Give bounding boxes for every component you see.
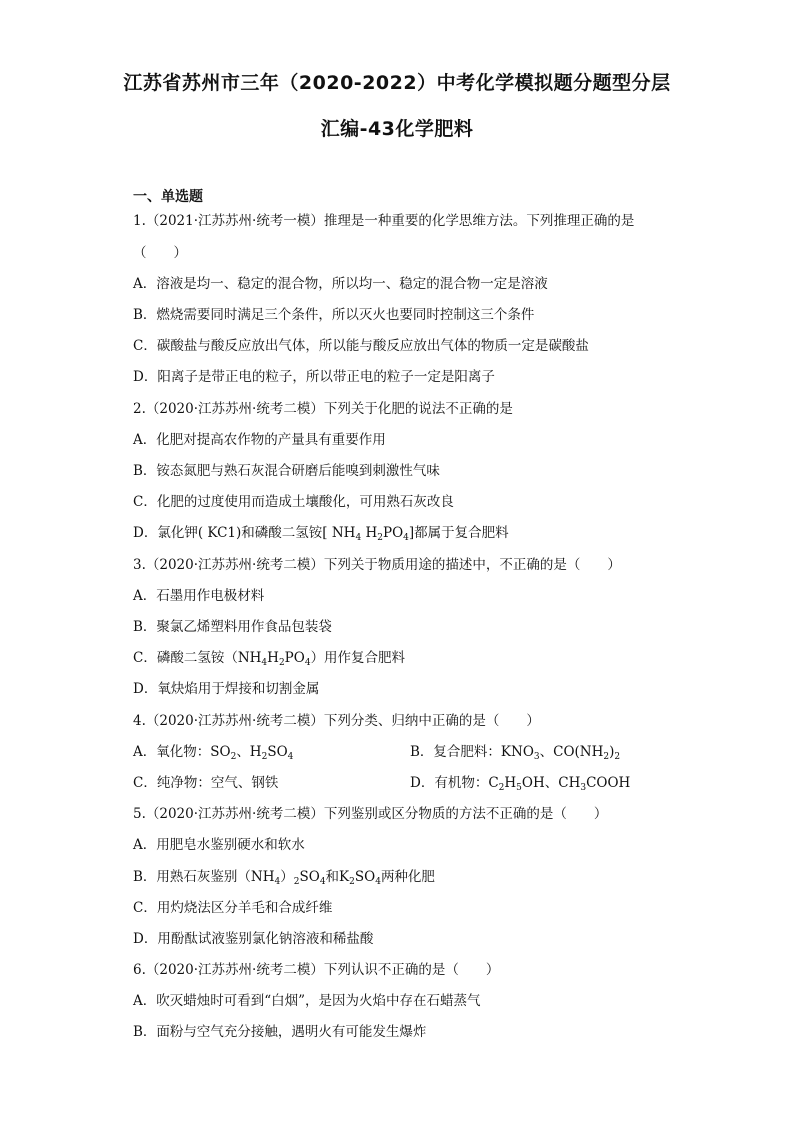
q4-option-b: B．复合肥料：$KNO_3$、$CO(NH_2)_2$ xyxy=(410,744,621,762)
q2-option-a: A．化肥对提高农作物的产量具有重要作用 xyxy=(133,432,386,448)
q3-option-c: C．磷酸二氢铵$(NH_4H_2PO_4)$用作复合肥料 xyxy=(133,650,406,668)
q3-option-b: B．聚氯乙烯塑料用作食品包装袋 xyxy=(133,619,332,635)
q4-option-d: D．有机物：$C_2H_5OH$、$CH_3COOH$ xyxy=(410,775,631,793)
q3-option-d: D．氧炔焰用于焊接和切割金属 xyxy=(133,681,320,697)
section-heading: 一、单选题 xyxy=(133,189,203,205)
q6-option-b: B．面粉与空气充分接触，遇明火有可能发生爆炸 xyxy=(133,1024,427,1040)
q3-stem: 3.（2020·江苏苏州·统考二模）下列关于物质用途的描述中，不正确的是（ ） xyxy=(133,557,621,573)
q6-option-a: A．吹灭蜡烛时可看到“白烟”，是因为火焰中存在石蜡蒸气 xyxy=(133,993,481,1009)
q1-paren: （ ） xyxy=(133,245,187,261)
q1-option-c: C．碳酸盐与酸反应放出气体，所以能与酸反应放出气体的物质一定是碳酸盐 xyxy=(133,338,589,354)
q2-stem: 2.（2020·江苏苏州·统考二模）下列关于化肥的说法不正确的是 xyxy=(133,401,513,417)
q4-option-a: A．氧化物：$SO_2$、$H_2SO_4$ xyxy=(133,744,294,762)
q1-stem: 1.（2021·江苏苏州·统考一模）推理是一种重要的化学思维方法。下列推理正确的是 xyxy=(133,213,635,229)
q4-stem: 4.（2020·江苏苏州·统考二模）下列分类、归纳中正确的是（ ） xyxy=(133,713,540,729)
q1-option-a: A．溶液是均一、稳定的混合物，所以均一、稳定的混合物一定是溶液 xyxy=(133,276,548,292)
q4-option-c: C．纯净物：空气、钢铁 xyxy=(133,775,279,791)
q2-option-b: B．铵态氮肥与熟石灰混合研磨后能嗅到刺激性气味 xyxy=(133,463,440,479)
q2-option-c: C．化肥的过度使用而造成土壤酸化，可用熟石灰改良 xyxy=(133,494,454,510)
q6-stem: 6.（2020·江苏苏州·统考二模）下列认识不正确的是（ ） xyxy=(133,962,500,978)
q1-option-d: D．阳离子是带正电的粒子，所以带正电的粒子一定是阳离子 xyxy=(133,369,495,385)
q2-option-d: D．氯化钾( KC1)和磷酸二氢铵[ $NH_4$ $H_2PO_4$]都属于复合肥料 xyxy=(133,525,509,543)
q5-option-c: C．用灼烧法区分羊毛和合成纤维 xyxy=(133,900,333,916)
q5-option-a: A．用肥皂水鉴别硬水和软水 xyxy=(133,837,305,853)
q3-option-a: A．石墨用作电极材料 xyxy=(133,588,265,604)
q5-option-b: B．用熟石灰鉴别$(NH_4)_2SO_4$和$K_2SO_4$两种化肥 xyxy=(133,869,435,887)
document-title-line-2: 汇编-43化学肥料 xyxy=(320,118,474,140)
q5-stem: 5.（2020·江苏苏州·统考二模）下列鉴别或区分物质的方法不正确的是（ ） xyxy=(133,806,608,822)
q5-option-d: D．用酚酞试液鉴别氯化钠溶液和稀盐酸 xyxy=(133,931,374,947)
q1-option-b: B．燃烧需要同时满足三个条件，所以灭火也要同时控制这三个条件 xyxy=(133,307,535,323)
document-title-line-1: 江苏省苏州市三年（2020-2022）中考化学模拟题分题型分层 xyxy=(123,72,671,94)
